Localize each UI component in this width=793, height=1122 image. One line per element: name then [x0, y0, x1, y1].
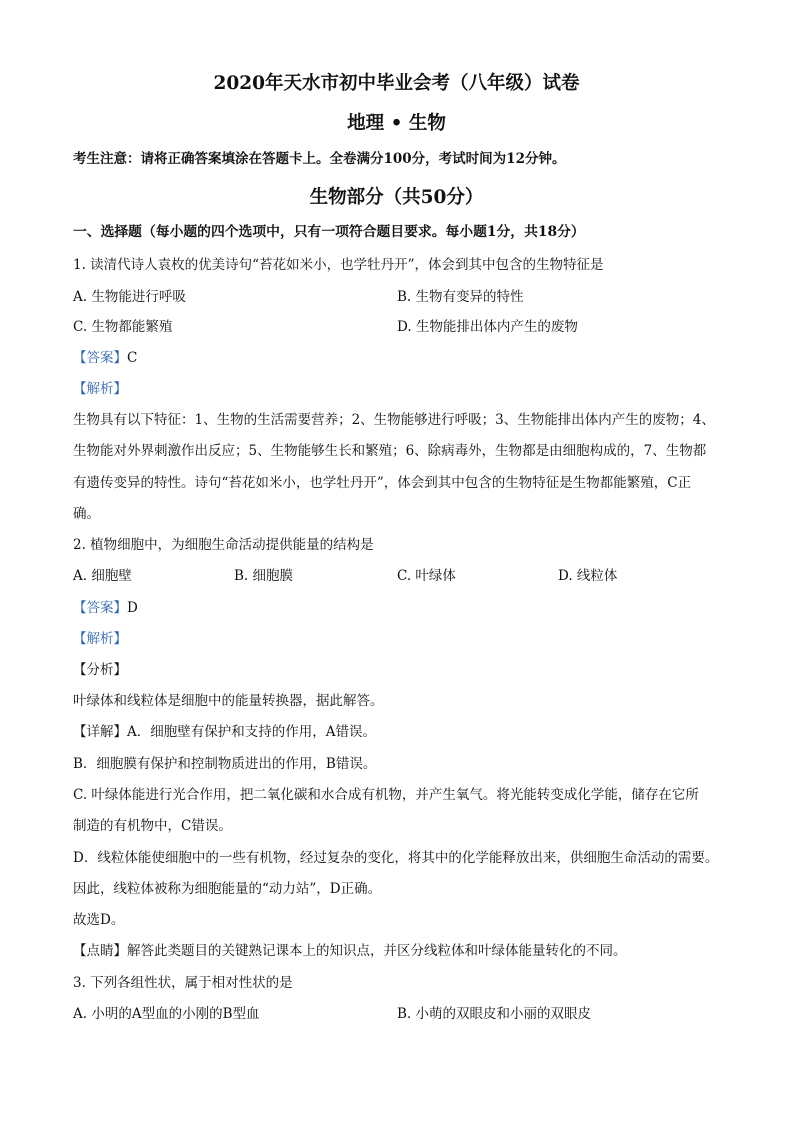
question-2-answer	[73, 599, 138, 617]
question-2-option-a: A. 细胞壁	[73, 568, 132, 584]
question-2-detail-line: 【详解】A．细胞壁有保护和支持的作用，A错误。	[73, 724, 376, 740]
exam-notice: 考生注意：请将正确答案填涂在答题卡上。全卷满分100分，考试时间为12分钟。	[73, 151, 566, 167]
question-1-analysis-line: 有遗传变异的特性。诗句“苔花如米小，也学牡丹开”，体会到其中包含的生物特征是生物都能繁殖，C正	[73, 475, 692, 491]
question-1-analysis-tag: 【解析】	[73, 381, 127, 397]
question-2-option-c: C. 叶绿体	[397, 568, 456, 584]
question-2-detail-line: 【点睛】解答此类题目的关键熟记课本上的知识点，并区分线粒体和叶绿体能量转化的不同。	[73, 943, 627, 959]
question-2-analysis-tag: 【解析】	[73, 631, 127, 647]
question-1-answer	[73, 349, 137, 367]
part-title: 生物部分（共50分）	[309, 187, 484, 208]
question-3-stem: 3. 下列各组性状，属于相对性状的是	[73, 975, 293, 991]
question-3-option-a: A. 小明的A型血的小刚的B型血	[73, 1006, 260, 1022]
question-1-analysis-line: 生物能对外界刺激作出反应；5、生物能够生长和繁殖；6、除病毒外，生物都是由细胞构成的，7、生物都	[73, 443, 707, 459]
question-3-option-b: B. 小萌的双眼皮和小丽的双眼皮	[397, 1006, 592, 1022]
question-2-fenxi-tag: 【分析】	[73, 662, 127, 678]
question-2-detail-line: 因此，线粒体被称为细胞能量的“动力站”，D正确。	[73, 881, 382, 897]
question-1-analysis-line: 生物具有以下特征：1、生物的生活需要营养；2、生物能够进行呼吸；3、生物能排出体内产生的废物；4、	[73, 412, 715, 428]
exam-title: 2020年天水市初中毕业会考（八年级）试卷	[213, 73, 580, 94]
question-2-fenxi-text: 叶绿体和线粒体是细胞中的能量转换器，据此解答。	[73, 693, 384, 709]
question-2-detail-line: 制造的有机物中，C错误。	[73, 818, 232, 834]
answer-tag: 【答案】	[73, 350, 127, 366]
answer-tag: 【答案】	[73, 600, 127, 616]
question-1-option-c: C. 生物都能繁殖	[73, 319, 173, 335]
question-1-analysis-line: 确。	[73, 506, 100, 522]
question-1-option-b: B. 生物有变异的特性	[397, 289, 524, 305]
section-heading: 一、选择题（每小题的四个选项中，只有一项符合题目要求。每小题1分，共18分）	[73, 224, 585, 240]
question-1-option-a: A. 生物能进行呼吸	[73, 289, 186, 305]
question-2-detail-line: D．线粒体能使细胞中的一些有机物，经过复杂的变化，将其中的化学能释放出来，供细胞生命活动的需要。	[73, 850, 719, 866]
subject-title: 地理 • 生物	[347, 113, 446, 134]
question-2-option-d: D. 线粒体	[558, 568, 618, 584]
question-1-option-d: D. 生物能排出体内产生的废物	[397, 319, 578, 335]
question-2-detail-line: 故选D。	[73, 912, 125, 928]
answer-value: C	[127, 350, 138, 366]
question-1-stem: 1. 读清代诗人袁枚的优美诗句“苔花如米小，也学牡丹开”，体会到其中包含的生物特征是	[73, 257, 604, 273]
question-2-option-b: B. 细胞膜	[234, 568, 294, 584]
question-2-stem: 2. 植物细胞中，为细胞生命活动提供能量的结构是	[73, 537, 374, 553]
question-2-detail-line: C. 叶绿体能进行光合作用，把二氧化碳和水合成有机物，并产生氧气。将光能转变成化学能，储存在它所	[73, 787, 699, 803]
answer-value: D	[127, 600, 138, 616]
question-2-detail-line: B．细胞膜有保护和控制物质进出的作用，B错误。	[73, 756, 377, 772]
